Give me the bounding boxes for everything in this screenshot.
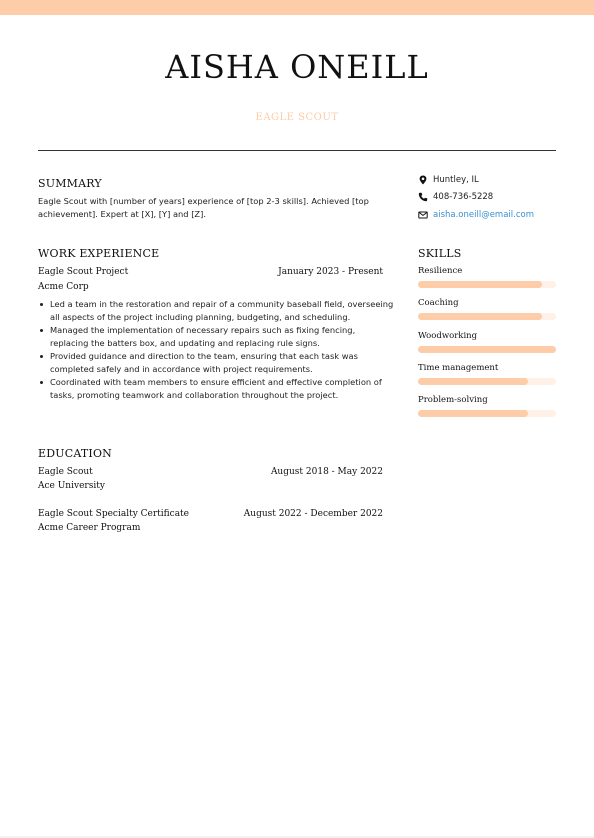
skill-bar-fill [418, 378, 528, 385]
education-dates-0: August 2018 - May 2022 [270, 467, 383, 477]
phone-text: 408-736-5228 [433, 192, 494, 202]
job-bullet: Led a team in the restoration and repair of a community baseball field, overseeing all aspects of the project including planning, budgeting, and scheduling. [50, 299, 394, 322]
job-title-0: Eagle Scout Project [38, 267, 129, 277]
skill-bar-fill [418, 281, 542, 288]
skill-label-2: Woodworking [418, 331, 478, 341]
education-dates-1: August 2022 - December 2022 [243, 509, 383, 519]
contact-phone [418, 192, 493, 202]
skill-bar-fill [418, 313, 542, 320]
contact-email[interactable] [418, 210, 534, 220]
summary-text: Eagle Scout with [number of years] experience of [top 2-3 skills]. Achieved [top achievement]. Expert at [X], [Y] and [Z]. [38, 196, 369, 219]
skill-bar-3 [418, 378, 556, 385]
contact-location [418, 175, 479, 185]
skill-bar-0 [418, 281, 556, 288]
skill-label-4: Problem-solving [418, 395, 488, 405]
skill-label-1: Coaching [418, 298, 459, 308]
education-heading: EDUCATION [38, 447, 113, 460]
location-text: Huntley, IL [433, 175, 479, 185]
skill-bar-1 [418, 313, 556, 320]
header-divider [38, 150, 556, 151]
skill-bar-4 [418, 410, 556, 417]
skills-heading: SKILLS [418, 247, 462, 260]
skill-label-0: Resilience [418, 266, 463, 276]
email-link[interactable]: aisha.oneill@email.com [433, 210, 534, 220]
job-title: EAGLE SCOUT [255, 112, 339, 123]
job-bullets-0 [38, 298, 395, 402]
job-bullet: Coordinated with team members to ensure efficient and effective completion of tasks, promoting teamwork and collaboration throughout the project. [50, 376, 395, 402]
work-experience-heading: WORK EXPERIENCE [38, 247, 160, 260]
job-bullet: Provided guidance and direction to the team, ensuring that each task was completed safely and in accordance with project requirements. [50, 350, 395, 376]
education-school-0: Ace University [38, 481, 105, 491]
candidate-name: AISHA ONEILL [165, 48, 429, 86]
skill-bar-fill [418, 410, 528, 417]
map-pin-icon [418, 175, 428, 185]
phone-icon [418, 192, 428, 202]
education-degree-1: Eagle Scout Specialty Certificate [38, 509, 190, 519]
skill-bar-fill [418, 346, 556, 353]
job-dates-0: January 2023 - Present [278, 267, 383, 277]
skill-bar-2 [418, 346, 556, 353]
envelope-icon [418, 210, 428, 220]
job-company-0: Acme Corp [38, 282, 89, 292]
job-bullet: Managed the implementation of necessary repairs such as fixing fencing, replacing the batters box, and updating and replacing rule signs. [50, 324, 395, 350]
education-degree-0: Eagle Scout [38, 467, 93, 477]
summary-heading: SUMMARY [38, 177, 102, 190]
skill-label-3: Time management [418, 363, 499, 373]
education-school-1: Acme Career Program [38, 523, 141, 533]
top-accent-bar [0, 0, 594, 15]
